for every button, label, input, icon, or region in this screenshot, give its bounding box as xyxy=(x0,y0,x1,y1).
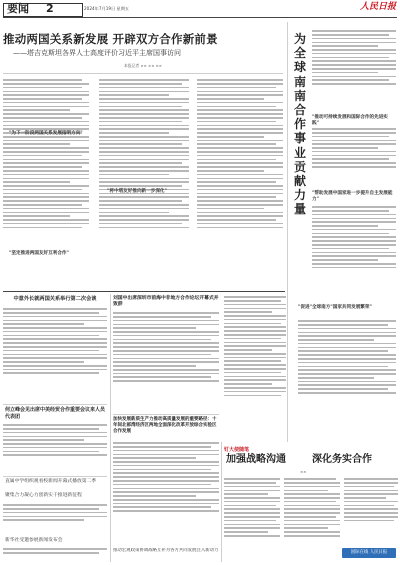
bottom-left-headline-3: 直属中学组织观看校新闻开幕式播放第二季 xyxy=(5,479,97,484)
right-feature-title: 为全球南南合作事业贡献力量 xyxy=(294,32,307,217)
bottom-center-headline-2: 加快发展新质生产力推动高质量发展的重要路径：十年间北部湾经济区两地全面深化改革开放综合实验区合作发展 xyxy=(113,417,217,434)
bottom-left-body-1 xyxy=(3,306,107,402)
bottom-center-headline-1: 刘国中出席深圳市前海中非地方合作论坛开幕式并致辞 xyxy=(113,296,219,308)
bottom-center-body-1 xyxy=(113,310,219,412)
bottom-left-body-4 xyxy=(3,546,107,560)
lead-subtitle: ——塔吉克斯坦各界人士高度评价习近平主席国事访问 xyxy=(13,49,181,57)
page-number: 2 xyxy=(46,2,54,15)
lead-article xyxy=(3,20,283,290)
bottom-left-headline-4: 聚集合力凝心力创新实干推进新征程 xyxy=(5,493,82,498)
section-label: 要闻 xyxy=(7,2,29,15)
section-rule xyxy=(3,291,285,292)
newspaper-logo: 人民日报 xyxy=(359,2,396,12)
bottom-left-headline-2: 何立峰会见出席中美经贸合作重要会议来人员代表团 xyxy=(5,407,106,420)
lead-headline: 推动两国关系新发展 开辟双方合作新前景 xyxy=(3,32,218,46)
bottom-left-body-2 xyxy=(3,422,107,474)
page-date: 2024年7月19日 星期五 xyxy=(84,6,130,11)
lead-body-col-2 xyxy=(99,77,189,287)
right-feature-body-a xyxy=(312,28,396,108)
bottom-rule-1 xyxy=(110,294,111,562)
bottom-left-column xyxy=(3,294,107,562)
bottom-right-byline: ×× xyxy=(300,469,307,474)
right-subhead-2: "帮助发展中国家进一步提升自主发展能力" xyxy=(312,191,393,202)
column-rule-right xyxy=(287,22,288,442)
bottom-right-headline-1: 加强战略沟通 xyxy=(226,454,286,465)
bottom-left-divider-1 xyxy=(3,404,107,405)
bottom-left-headline-5: 新华社受邀参展新闻发布会 xyxy=(5,538,63,543)
bottom-left-divider-2 xyxy=(3,476,107,477)
right-feature-body-b xyxy=(312,126,396,188)
center-right-body xyxy=(224,294,286,440)
lead-divider xyxy=(3,73,283,74)
bottom-center-body-2 xyxy=(113,440,219,544)
bottom-center-headline-3: 推动宏观政策协调战略互补为各方共同发展注入新动力 xyxy=(113,548,219,553)
lead-body-col-3 xyxy=(197,77,283,287)
footer-stamp: 国际在线 人民日报 xyxy=(342,548,396,558)
right-subhead-3: "促进"全球南方"国家共同发展繁荣" xyxy=(298,305,372,310)
bottom-right-body-3 xyxy=(344,476,398,542)
lead-subhead-2: "坚定推进两国友好互利合作" xyxy=(9,251,69,256)
masthead-rule xyxy=(3,17,397,18)
bottom-rule-2 xyxy=(221,442,222,562)
bottom-right-feature xyxy=(224,444,398,562)
right-subhead-1: "推动可持续发展和国际合作的先进实践" xyxy=(312,115,388,126)
right-feature-body-c xyxy=(312,204,396,304)
bottom-left-headline-1: 中意外长就两国关系举行第二次会谈 xyxy=(13,296,97,302)
bottom-right-headline-2: 深化务实合作 xyxy=(312,454,372,465)
bottom-right-body-1 xyxy=(224,476,280,560)
bottom-center-divider xyxy=(113,414,219,415)
lead-byline: 本报记者 ×× ×× ×× xyxy=(124,63,162,68)
lead-subhead-3: "将中塔友好推向新一步深化" xyxy=(107,189,167,194)
bottom-center-column xyxy=(113,294,219,562)
bottom-left-body-3 xyxy=(3,502,107,536)
bottom-right-body-2 xyxy=(284,476,340,560)
lead-subhead-1: "为下一阶段两国关系发展指明方向" xyxy=(9,131,83,136)
right-feature xyxy=(290,22,398,442)
bottom-right-kicker: 钉大使随笔 xyxy=(224,447,250,453)
right-feature-body-d xyxy=(298,318,396,438)
masthead xyxy=(0,0,400,18)
